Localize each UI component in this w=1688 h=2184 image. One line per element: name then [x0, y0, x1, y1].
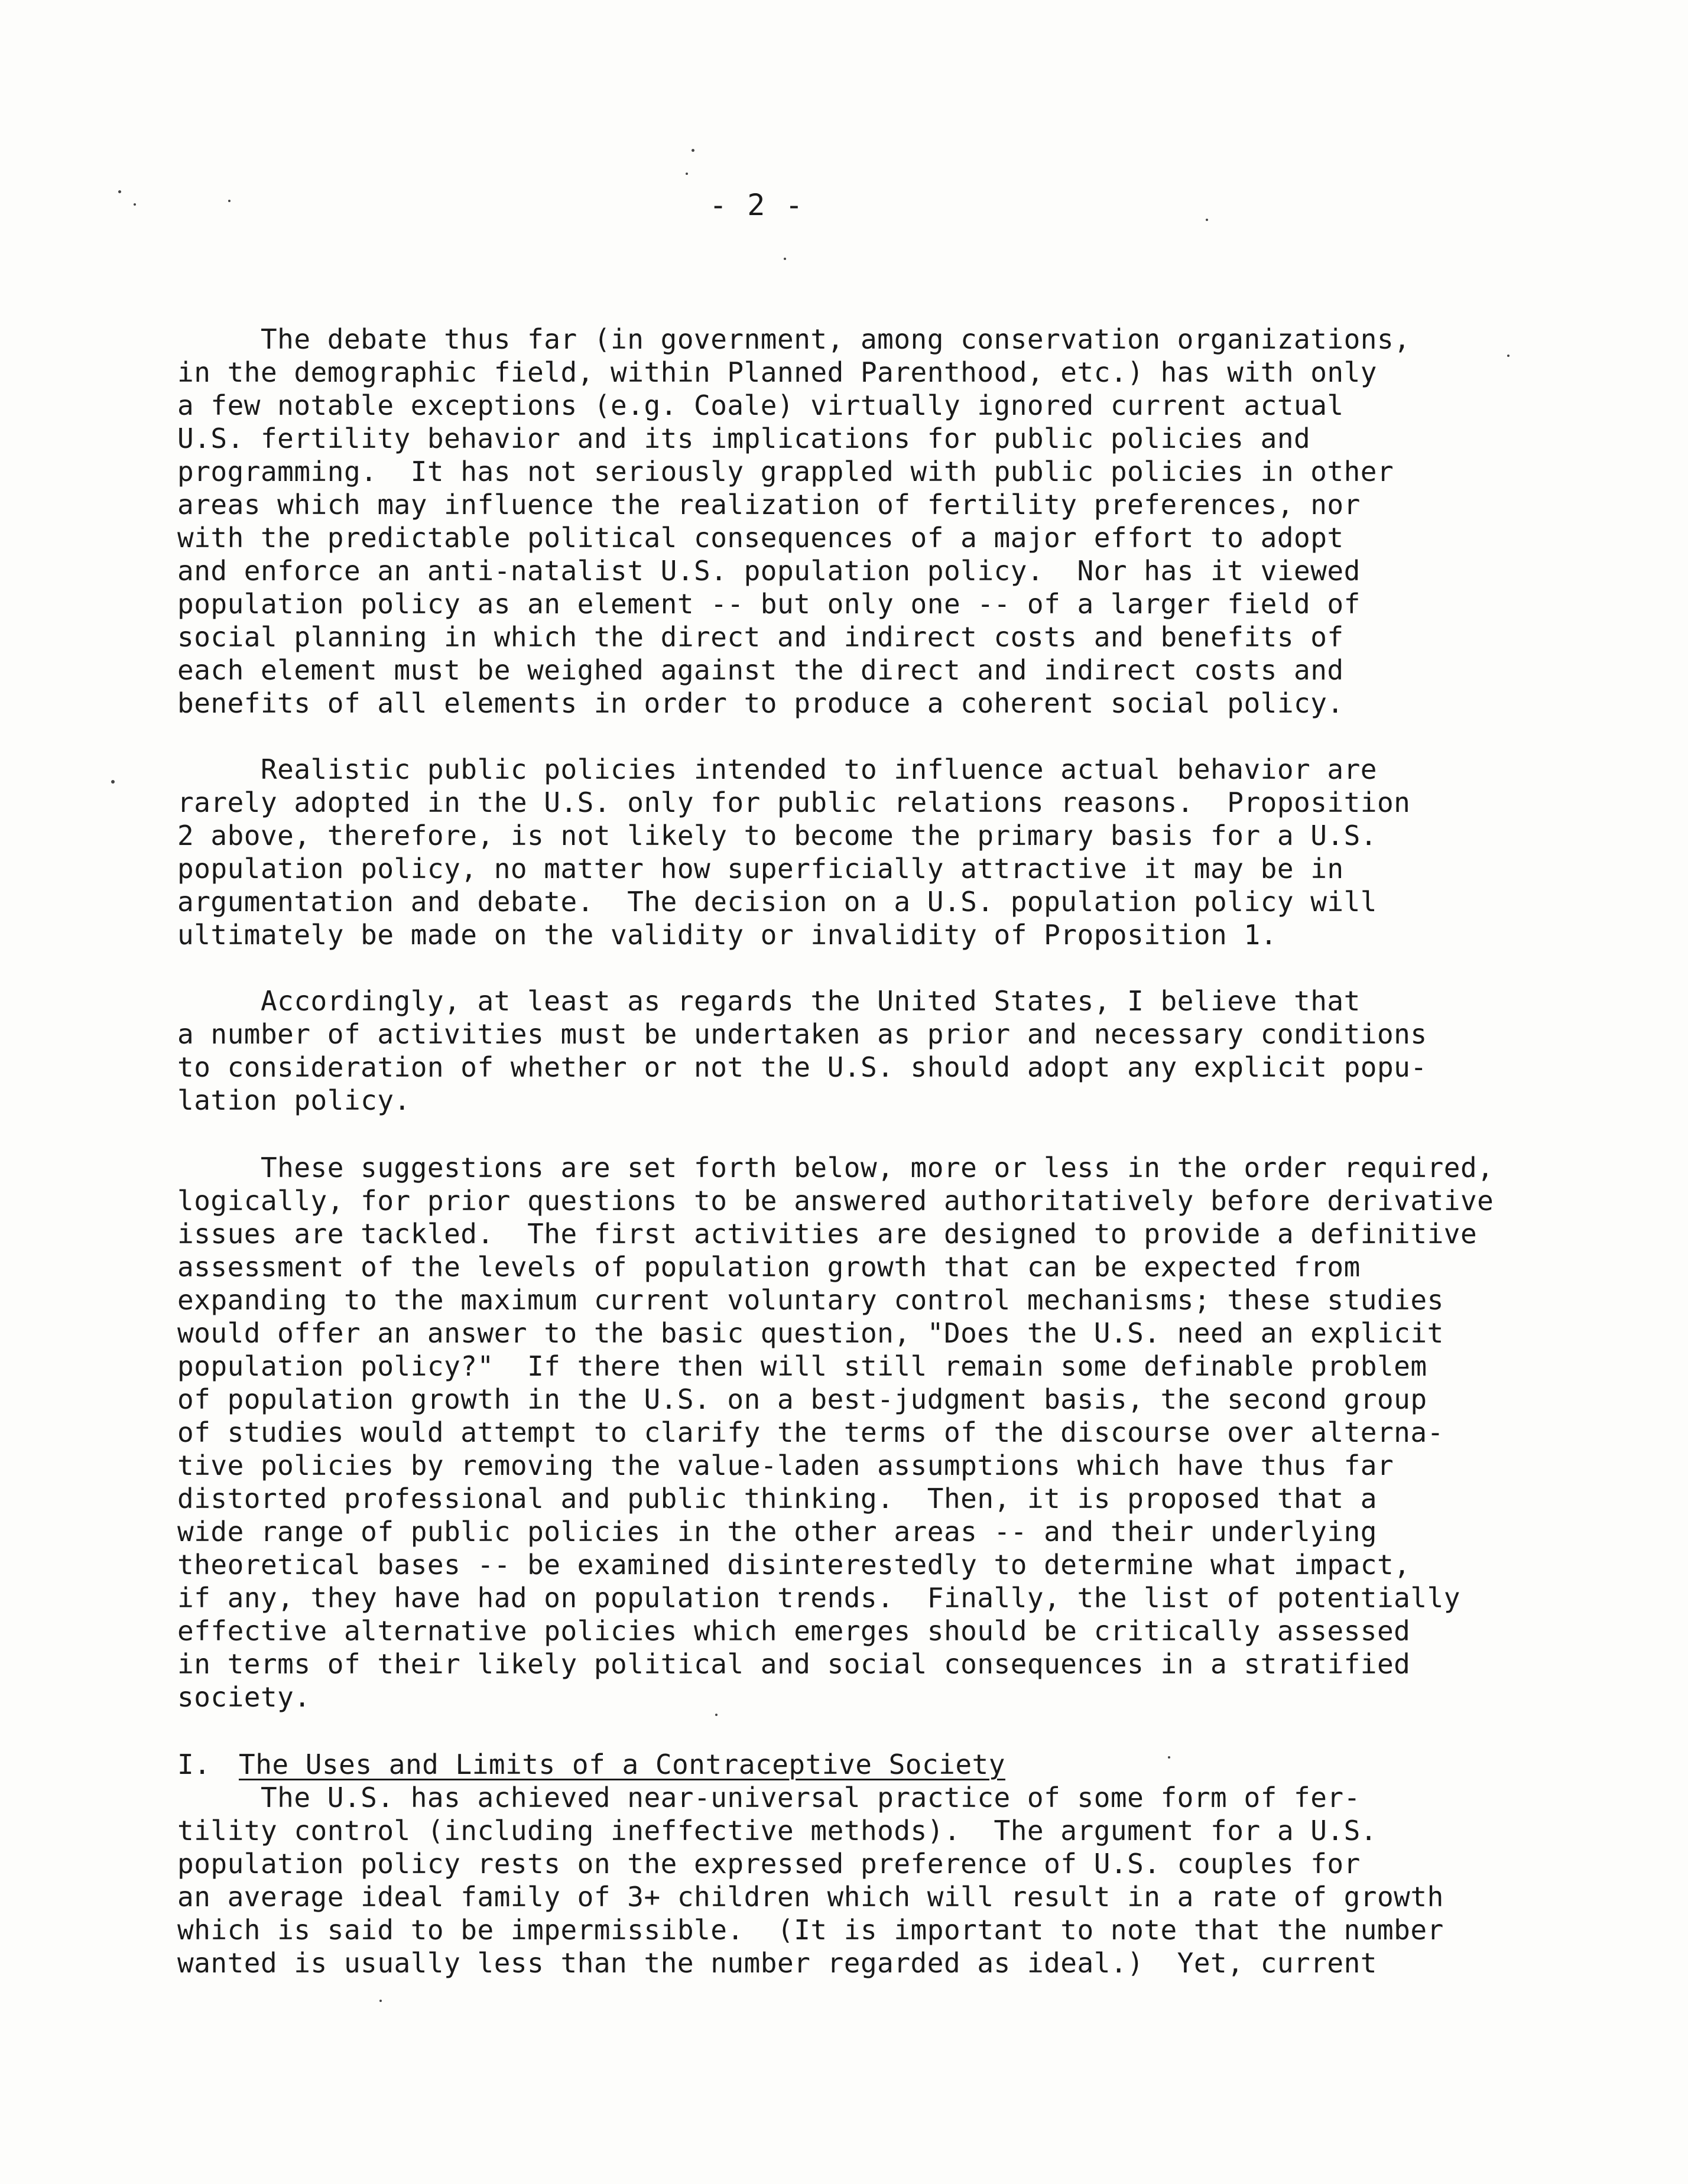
text-line: issues are tackled. The first activities are designed to provide a definitive	[177, 1218, 1478, 1250]
text-line: population policy rests on the expressed preference of U.S. couples for	[177, 1848, 1361, 1880]
text-line: effective alternative policies which emerges should be critically assessed	[177, 1615, 1411, 1647]
text-line: in the demographic field, within Planned Parenthood, etc.) has with only	[177, 356, 1377, 388]
text-line: a few notable exceptions (e.g. Coale) virtually ignored current actual	[177, 389, 1344, 421]
text-line: population policy, no matter how superficially attractive it may be in	[177, 853, 1344, 885]
scan-speck	[111, 780, 115, 784]
page-number: - 2 -	[709, 188, 804, 222]
text-line: to consideration of whether or not the U.S. should adopt any explicit popu-	[177, 1051, 1427, 1083]
text-line: which is said to be impermissible. (It is important to note that the number	[177, 1914, 1444, 1946]
scan-speck	[692, 149, 694, 152]
text-line: population policy?" If there then will still remain some definable problem	[177, 1350, 1427, 1382]
text-line: programming. It has not seriously grappled with public policies in other	[177, 456, 1394, 488]
scan-speck	[134, 203, 136, 206]
text-line: each element must be weighed against the direct and indirect costs and	[177, 654, 1344, 686]
text-line: and enforce an anti-natalist U.S. population policy. Nor has it viewed	[177, 555, 1361, 587]
section-numeral: I.	[177, 1748, 211, 1780]
text-line: ultimately be made on the validity or invalidity of Proposition 1.	[177, 919, 1277, 951]
scan-speck	[686, 173, 688, 175]
text-line: The debate thus far (in government, among conservation organizations,	[177, 323, 1411, 355]
text-line: rarely adopted in the U.S. only for public relations reasons. Proposition	[177, 786, 1411, 818]
text-line: Realistic public policies intended to influence actual behavior are	[177, 753, 1377, 785]
scan-speck	[715, 1714, 718, 1716]
scan-speck	[228, 200, 231, 202]
text-line: areas which may influence the realization of fertility preferences, nor	[177, 489, 1361, 521]
text-line: tive policies by removing the value-laden assumptions which have thus far	[177, 1450, 1394, 1481]
text-line: wanted is usually less than the number regarded as ideal.) Yet, current	[177, 1947, 1377, 1979]
text-line: distorted professional and public thinking. Then, it is proposed that a	[177, 1483, 1377, 1514]
text-line: Accordingly, at least as regards the United States, I believe that	[177, 985, 1361, 1017]
section-heading: The Uses and Limits of a Contraceptive Society	[239, 1748, 1005, 1780]
text-line: expanding to the maximum current voluntary control mechanisms; these studies	[177, 1284, 1444, 1316]
text-line: would offer an answer to the basic question, "Does the U.S. need an explicit	[177, 1317, 1444, 1349]
text-line: in terms of their likely political and social consequences in a stratified	[177, 1648, 1411, 1680]
text-line: argumentation and debate. The decision on a U.S. population policy will	[177, 886, 1377, 918]
text-line: tility control (including ineffective methods). The argument for a U.S.	[177, 1815, 1377, 1847]
text-line: if any, they have had on population trends. Finally, the list of potentially	[177, 1582, 1460, 1614]
text-line: an average ideal family of 3+ children which will result in a rate of growth	[177, 1881, 1444, 1913]
text-line: U.S. fertility behavior and its implications for public policies and	[177, 422, 1311, 454]
text-line: social planning in which the direct and indirect costs and benefits of	[177, 621, 1344, 653]
text-line: theoretical bases -- be examined disinterestedly to determine what impact,	[177, 1549, 1411, 1581]
text-line: of population growth in the U.S. on a best-judgment basis, the second group	[177, 1383, 1427, 1415]
scan-speck	[1507, 355, 1510, 357]
text-line: lation policy.	[177, 1084, 411, 1116]
text-line: wide range of public policies in the other areas -- and their underlying	[177, 1516, 1377, 1548]
text-line: society.	[177, 1681, 311, 1713]
scan-speck	[379, 2000, 382, 2002]
scan-speck	[784, 258, 786, 260]
text-line: logically, for prior questions to be answered authoritatively before derivative	[177, 1185, 1494, 1217]
text-line: 2 above, therefore, is not likely to become the primary basis for a U.S.	[177, 820, 1377, 852]
scan-speck	[118, 190, 121, 193]
text-line: The U.S. has achieved near-universal practice of some form of fer-	[177, 1782, 1361, 1814]
text-line: a number of activities must be undertaken as prior and necessary conditions	[177, 1018, 1427, 1050]
text-line: of studies would attempt to clarify the terms of the discourse over alterna-	[177, 1416, 1444, 1448]
text-line: benefits of all elements in order to produce a coherent social policy.	[177, 687, 1344, 719]
text-line: These suggestions are set forth below, more or less in the order required,	[177, 1152, 1494, 1184]
text-line: with the predictable political consequences of a major effort to adopt	[177, 522, 1344, 554]
scan-speck	[1206, 219, 1208, 221]
text-line: population policy as an element -- but only one -- of a larger field of	[177, 588, 1361, 620]
text-line: assessment of the levels of population growth that can be expected from	[177, 1251, 1361, 1283]
scan-speck	[1168, 1756, 1170, 1759]
